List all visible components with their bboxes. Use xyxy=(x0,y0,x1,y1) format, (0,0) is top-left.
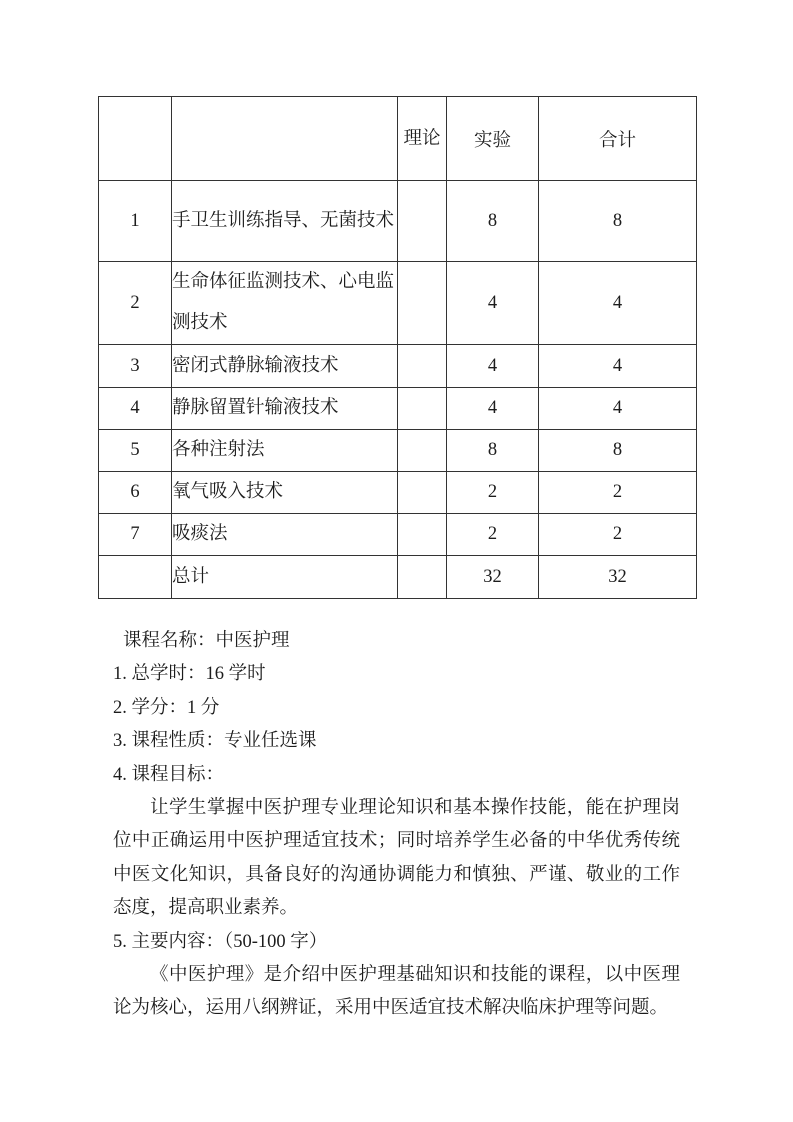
theory-hours-cell xyxy=(398,181,447,262)
row-index-cell: 5 xyxy=(99,430,172,472)
total-hours-cell: 8 xyxy=(539,430,697,472)
content-paragraph-line: 论为核心，运用八纲辨证，采用中医适宜技术解决临床护理等问题。 xyxy=(113,998,669,1019)
table-row xyxy=(99,472,697,514)
total-hours-cell: 2 xyxy=(539,472,697,514)
total-hours-cell: 4 xyxy=(539,262,697,345)
table-total-row xyxy=(99,556,697,599)
goal-paragraph-line: 位中正确运用中医护理适宜技术；同时培养学生必备的中华优秀传统 xyxy=(113,831,680,852)
credits-line: 2. 学分：1 分 xyxy=(113,697,220,718)
theory-hours-cell xyxy=(398,345,447,388)
header-lab: 实验 xyxy=(447,97,539,181)
total-hours-cell: 32 xyxy=(539,556,697,599)
course-name-cell: 密闭式静脉输液技术 xyxy=(172,345,398,388)
row-index-cell xyxy=(99,556,172,599)
course-hours-table xyxy=(98,96,697,599)
total-hours-line: 1. 总学时：16 学时 xyxy=(113,664,266,685)
content-paragraph-line: 《中医护理》是介绍中医护理基础知识和技能的课程，以中医理 xyxy=(150,964,680,985)
goal-paragraph-line: 态度，提高职业素养。 xyxy=(113,898,299,919)
header-name xyxy=(172,97,398,181)
course-name-cell: 手卫生训练指导、无菌技术 xyxy=(172,181,398,262)
course-description xyxy=(113,625,680,1026)
table-header-row xyxy=(99,97,697,181)
table-row xyxy=(99,262,697,345)
row-index-cell: 2 xyxy=(99,262,172,345)
row-index-cell: 3 xyxy=(99,345,172,388)
theory-hours-cell xyxy=(398,514,447,556)
theory-hours-cell xyxy=(398,430,447,472)
goal-paragraph-line: 中医文化知识，具备良好的沟通协调能力和慎独、严谨、敬业的工作 xyxy=(113,864,680,885)
course-name-cell: 总计 xyxy=(172,556,398,599)
course-name-cell: 各种注射法 xyxy=(172,430,398,472)
table-row xyxy=(99,514,697,556)
row-index-cell: 7 xyxy=(99,514,172,556)
lab-hours-cell: 8 xyxy=(447,430,539,472)
lab-hours-cell: 2 xyxy=(447,472,539,514)
main-content-heading: 5. 主要内容：（50-100 字） xyxy=(113,931,328,952)
course-type-line: 3. 课程性质：专业任选课 xyxy=(113,731,317,752)
lab-hours-cell: 4 xyxy=(447,388,539,430)
table-row xyxy=(99,388,697,430)
theory-hours-cell xyxy=(398,388,447,430)
course-name-cell: 吸痰法 xyxy=(172,514,398,556)
row-index-cell: 1 xyxy=(99,181,172,262)
total-hours-cell: 4 xyxy=(539,388,697,430)
table-row xyxy=(99,345,697,388)
table-row xyxy=(99,181,697,262)
course-name-cell: 氧气吸入技术 xyxy=(172,472,398,514)
total-hours-cell: 8 xyxy=(539,181,697,262)
total-hours-cell: 2 xyxy=(539,514,697,556)
theory-hours-cell xyxy=(398,556,447,599)
lab-hours-cell: 2 xyxy=(447,514,539,556)
course-name-cell: 静脉留置针输液技术 xyxy=(172,388,398,430)
table-row xyxy=(99,430,697,472)
lab-hours-cell: 8 xyxy=(447,181,539,262)
lab-hours-cell: 32 xyxy=(447,556,539,599)
header-total: 合计 xyxy=(539,97,697,181)
theory-hours-cell xyxy=(398,262,447,345)
lab-hours-cell: 4 xyxy=(447,345,539,388)
course-name-cell: 生命体征监测技术、心电监测技术 xyxy=(172,262,398,345)
course-goal-heading: 4. 课程目标： xyxy=(113,764,225,785)
theory-hours-cell xyxy=(398,472,447,514)
row-index-cell: 6 xyxy=(99,472,172,514)
header-index xyxy=(99,97,172,181)
total-hours-cell: 4 xyxy=(539,345,697,388)
course-title-line: 课程名称：中医护理 xyxy=(123,631,290,651)
goal-paragraph-line: 让学生掌握中医护理专业理论知识和基本操作技能，能在护理岗 xyxy=(150,797,680,818)
lab-hours-cell: 4 xyxy=(447,262,539,345)
row-index-cell: 4 xyxy=(99,388,172,430)
header-theory: 理论 xyxy=(398,97,447,181)
